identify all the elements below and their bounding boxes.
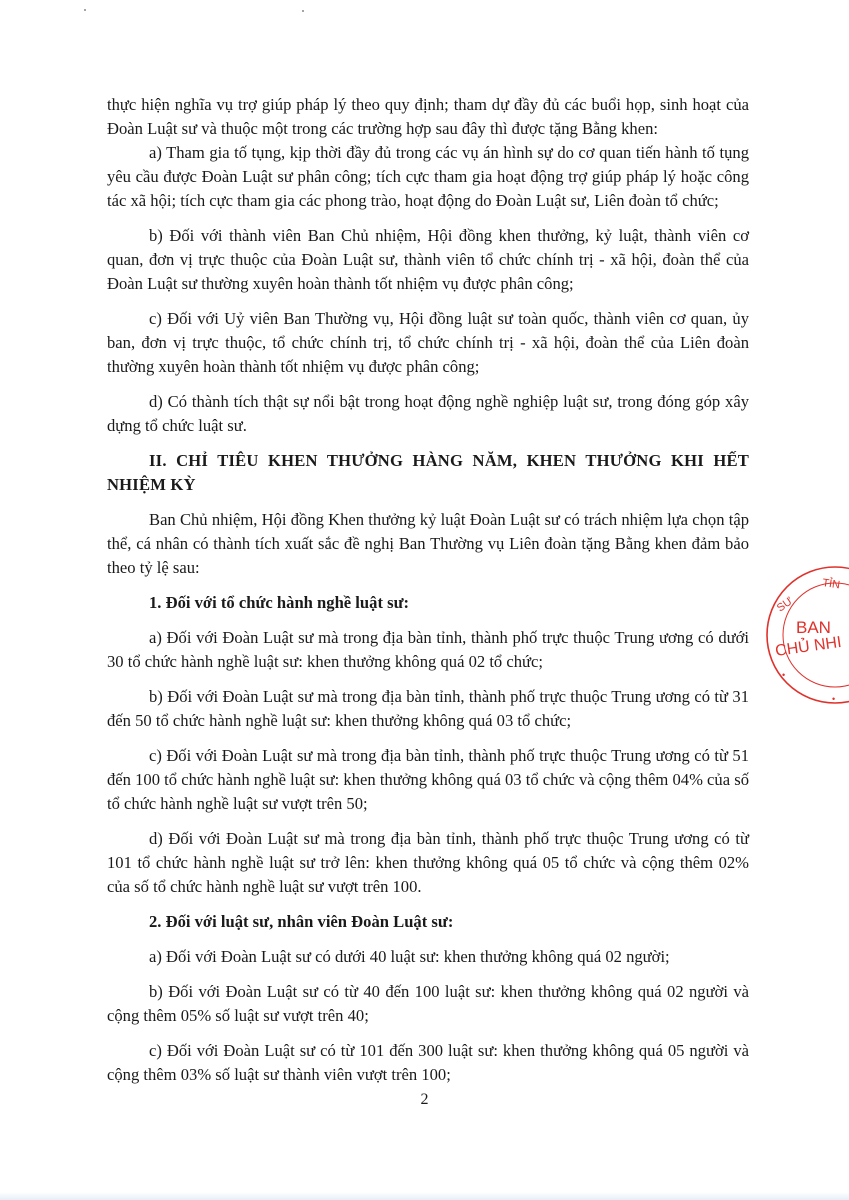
- paragraph-continuation: thực hiện nghĩa vụ trợ giúp pháp lý theo quy định; tham dự đầy đủ các buổi họp, sinh hoạt của Đoàn Luật sư và thuộc một trong các trường hợp sau đây thì được tặng Bằng khen:: [107, 95, 749, 138]
- stamp-arc-left: SƯ: [774, 595, 796, 615]
- stamp-line-2: CHỦ NHI: [774, 633, 843, 660]
- stamp-arc-right: TỈN: [821, 577, 841, 592]
- scan-bottom-edge: [0, 1192, 849, 1200]
- subsection-heading-2: 2. Đối với luật sư, nhân viên Đoàn Luật sư:: [149, 912, 454, 931]
- scan-speck: [302, 10, 304, 12]
- subsection-2-item-c: c) Đối với Đoàn Luật sư có từ 101 đến 300 luật sư: khen thưởng không quá 05 người và cộng thêm 03% số luật sư thành viên vượt trên 100;: [107, 1041, 749, 1084]
- subsection-1-item-c: c) Đối với Đoàn Luật sư mà trong địa bàn tỉnh, thành phố trực thuộc Trung ương có từ 51 đến 100 tổ chức hành nghề luật sư: khen thưởng không quá 03 tổ chức và cộng thêm 04% của số tổ chức hành nghề luật sư vượt trên 50;: [107, 746, 749, 813]
- stamp-dot: •: [832, 694, 836, 704]
- scan-speck: [84, 9, 86, 11]
- stamp-dot: •: [782, 670, 786, 680]
- subsection-1-item-a: a) Đối với Đoàn Luật sư mà trong địa bàn tỉnh, thành phố trực thuộc Trung ương có dưới 30 tổ chức hành nghề luật sư: khen thưởng không quá 02 tổ chức;: [107, 628, 749, 671]
- paragraph-item-c: c) Đối với Uỷ viên Ban Thường vụ, Hội đồng luật sư toàn quốc, thành viên cơ quan, ủy ban, đơn vị trực thuộc, tổ chức chính trị, tổ chức chính trị - xã hội, đoàn thể của Liên đoàn thường xuyên hoàn thành tốt nhiệm vụ được phân công;: [107, 309, 749, 376]
- section-intro: Ban Chủ nhiệm, Hội đồng Khen thưởng kỷ luật Đoàn Luật sư có trách nhiệm lựa chọn tập thể, cá nhân có thành tích xuất sắc đề nghị Ban Thường vụ Liên đoàn tặng Bằng khen đảm bảo theo tỷ lệ sau:: [107, 510, 749, 577]
- subsection-heading-1: 1. Đối với tổ chức hành nghề luật sư:: [149, 593, 410, 612]
- paragraph-item-b: b) Đối với thành viên Ban Chủ nhiệm, Hội đồng khen thưởng, kỷ luật, thành viên cơ quan, đơn vị trực thuộc của Đoàn Luật sư, thành viên tổ chức chính trị - xã hội, đoàn thể của Đoàn Luật sư thường xuyên hoàn thành tốt nhiệm vụ được phân công;: [107, 226, 749, 293]
- section-heading: II. CHỈ TIÊU KHEN THƯỞNG HÀNG NĂM, KHEN THƯỞNG KHI HẾT NHIỆM KỲ: [107, 451, 749, 494]
- subsection-1-item-d: d) Đối với Đoàn Luật sư mà trong địa bàn tỉnh, thành phố trực thuộc Trung ương có từ 101 tổ chức hành nghề luật sư trở lên: khen thưởng không quá 05 tổ chức và cộng thêm 02% của số tổ chức hành nghề luật sư vượt trên 100.: [107, 829, 749, 896]
- subsection-2-item-a: a) Đối với Đoàn Luật sư có dưới 40 luật sư: khen thưởng không quá 02 người;: [149, 947, 670, 966]
- red-seal-stamp: [760, 560, 849, 710]
- document-body: [107, 93, 749, 1098]
- stamp-line-1: BAN: [796, 618, 831, 637]
- paragraph-item-d: d) Có thành tích thật sự nổi bật trong hoạt động nghề nghiệp luật sư, trong đóng góp xây dựng tổ chức luật sư.: [107, 392, 749, 435]
- subsection-2-item-b: b) Đối với Đoàn Luật sư có từ 40 đến 100 luật sư: khen thưởng không quá 02 người và cộng thêm 05% số luật sư vượt trên 40;: [107, 982, 749, 1025]
- subsection-1-item-b: b) Đối với Đoàn Luật sư mà trong địa bàn tỉnh, thành phố trực thuộc Trung ương có từ 31 đến 50 tổ chức hành nghề luật sư: khen thưởng không quá 03 tổ chức;: [107, 687, 749, 730]
- page-number: 2: [420, 1091, 429, 1108]
- paragraph-item-a: a) Tham gia tố tụng, kịp thời đầy đủ trong các vụ án hình sự do cơ quan tiến hành tố tụng yêu cầu được Đoàn Luật sư phân công; tích cực tham gia hoạt động trợ giúp pháp lý hoặc công tác xã hội; tích cực tham gia các phong trào, hoạt động do Đoàn Luật sư, Liên đoàn tổ chức;: [107, 143, 749, 210]
